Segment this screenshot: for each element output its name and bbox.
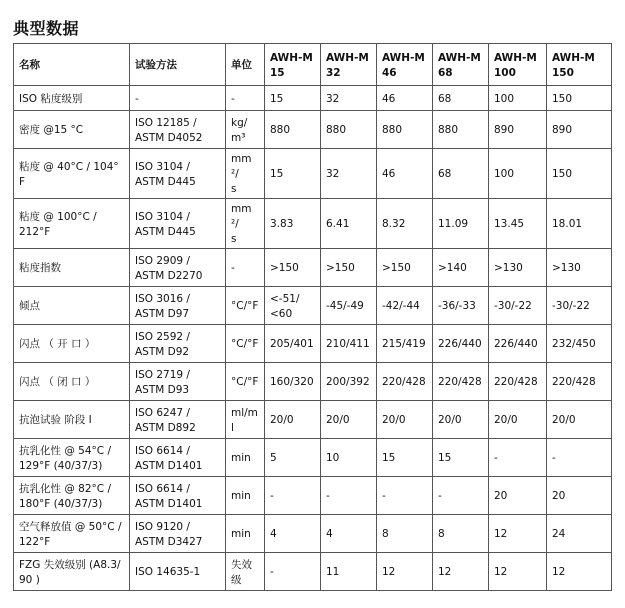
value-cell: >130 [489, 249, 547, 287]
table-row [14, 515, 612, 553]
value-cell: 20/0 [433, 401, 489, 439]
header-awh-m-150: AWH-M 150 [547, 44, 612, 86]
value-cell: - [489, 439, 547, 477]
unit-cell: °C/°F [226, 363, 265, 401]
value-cell: 12 [377, 553, 433, 591]
value-cell: 232/450 [547, 325, 612, 363]
table-row [14, 249, 612, 287]
value-cell: 15 [265, 149, 321, 199]
value-cell: 15 [433, 439, 489, 477]
test-method-cell: ISO 6614 / ASTM D1401 [130, 477, 226, 515]
property-name-cell: 抗乳化性 @ 82°C / 180°F (40/37/3) [14, 477, 130, 515]
unit-cell: 失效 级 [226, 553, 265, 591]
unit-cell: mm²/ s [226, 199, 265, 249]
header-unit: 单位 [226, 44, 265, 86]
value-cell: 46 [377, 86, 433, 111]
value-cell: 18.01 [547, 199, 612, 249]
value-cell: 226/440 [489, 325, 547, 363]
value-cell: 215/419 [377, 325, 433, 363]
property-name-cell: FZG 失效级别 (A8.3/ 90 ) [14, 553, 130, 591]
value-cell: 15 [377, 439, 433, 477]
value-cell: 12 [433, 553, 489, 591]
value-cell: - [265, 477, 321, 515]
value-cell: 20/0 [321, 401, 377, 439]
value-cell: 880 [321, 111, 377, 149]
value-cell: 150 [547, 149, 612, 199]
property-name-cell: 抗乳化性 @ 54°C / 129°F (40/37/3) [14, 439, 130, 477]
value-cell: - [377, 477, 433, 515]
property-name-cell: 粘度 @ 40°C / 104°F [14, 149, 130, 199]
value-cell: 220/428 [433, 363, 489, 401]
value-cell: 32 [321, 149, 377, 199]
unit-cell: min [226, 515, 265, 553]
property-name-cell: 粘度指数 [14, 249, 130, 287]
table-row [14, 401, 612, 439]
value-cell: 890 [489, 111, 547, 149]
value-cell: 46 [377, 149, 433, 199]
header-awh-m-46: AWH-M 46 [377, 44, 433, 86]
unit-cell: - [226, 86, 265, 111]
test-method-cell: ISO 14635-1 [130, 553, 226, 591]
value-cell: -36/-33 [433, 287, 489, 325]
page-title: 典型数据 [13, 19, 80, 38]
test-method-cell: ISO 2909 / ASTM D2270 [130, 249, 226, 287]
test-method-cell: ISO 2592 / ASTM D92 [130, 325, 226, 363]
value-cell: 205/401 [265, 325, 321, 363]
value-cell: 4 [321, 515, 377, 553]
typical-data-table [13, 43, 612, 591]
test-method-cell: ISO 12185 / ASTM D4052 [130, 111, 226, 149]
table-row [14, 325, 612, 363]
table-header-row [14, 44, 612, 86]
unit-cell: kg/ m³ [226, 111, 265, 149]
value-cell: 24 [547, 515, 612, 553]
property-name-cell: 闪点 （ 开 口 ） [14, 325, 130, 363]
value-cell: -45/-49 [321, 287, 377, 325]
unit-cell: min [226, 439, 265, 477]
test-method-cell: ISO 6247 / ASTM D892 [130, 401, 226, 439]
table-row [14, 477, 612, 515]
test-method-cell: ISO 3104 / ASTM D445 [130, 149, 226, 199]
value-cell: >150 [321, 249, 377, 287]
property-name-cell: 抗泡试验 阶段 I [14, 401, 130, 439]
value-cell: 13.45 [489, 199, 547, 249]
value-cell: 226/440 [433, 325, 489, 363]
value-cell: 12 [489, 553, 547, 591]
property-name-cell: 倾点 [14, 287, 130, 325]
value-cell: 8 [377, 515, 433, 553]
value-cell: <-51/ <60 [265, 287, 321, 325]
value-cell: 210/411 [321, 325, 377, 363]
value-cell: 200/392 [321, 363, 377, 401]
test-method-cell: ISO 6614 / ASTM D1401 [130, 439, 226, 477]
value-cell: >140 [433, 249, 489, 287]
header-awh-m-68: AWH-M 68 [433, 44, 489, 86]
test-method-cell: - [130, 86, 226, 111]
value-cell: >150 [377, 249, 433, 287]
value-cell: 6.41 [321, 199, 377, 249]
property-name-cell: 闪点 （ 闭 口 ） [14, 363, 130, 401]
value-cell: 890 [547, 111, 612, 149]
unit-cell: mm²/ s [226, 149, 265, 199]
property-name-cell: 粘度 @ 100°C / 212°F [14, 199, 130, 249]
value-cell: 15 [265, 86, 321, 111]
header-awh-m-15: AWH-M 15 [265, 44, 321, 86]
test-method-cell: ISO 9120 / ASTM D3427 [130, 515, 226, 553]
value-cell: 100 [489, 86, 547, 111]
test-method-cell: ISO 3016 / ASTM D97 [130, 287, 226, 325]
header-method: 试验方法 [130, 44, 226, 86]
property-name-cell: 空气释放值 @ 50°C / 122°F [14, 515, 130, 553]
value-cell: 220/428 [547, 363, 612, 401]
value-cell: 10 [321, 439, 377, 477]
value-cell: 160/320 [265, 363, 321, 401]
value-cell: 12 [547, 553, 612, 591]
value-cell: 20/0 [547, 401, 612, 439]
value-cell: 8.32 [377, 199, 433, 249]
header-awh-m-100: AWH-M 100 [489, 44, 547, 86]
header-name: 名称 [14, 44, 130, 86]
value-cell: - [265, 553, 321, 591]
value-cell: 100 [489, 149, 547, 199]
value-cell: 68 [433, 86, 489, 111]
value-cell: 880 [433, 111, 489, 149]
value-cell: 220/428 [489, 363, 547, 401]
unit-cell: °C/°F [226, 325, 265, 363]
test-method-cell: ISO 2719 / ASTM D93 [130, 363, 226, 401]
value-cell: 8 [433, 515, 489, 553]
property-name-cell: 密度 @15 °C [14, 111, 130, 149]
value-cell: 20/0 [265, 401, 321, 439]
value-cell: 880 [265, 111, 321, 149]
value-cell: 3.83 [265, 199, 321, 249]
value-cell: 20 [489, 477, 547, 515]
value-cell: >150 [265, 249, 321, 287]
unit-cell: °C/°F [226, 287, 265, 325]
value-cell: - [321, 477, 377, 515]
value-cell: 11 [321, 553, 377, 591]
table-row [14, 439, 612, 477]
value-cell: 20 [547, 477, 612, 515]
table-row [14, 553, 612, 591]
value-cell: -30/-22 [547, 287, 612, 325]
table-row [14, 149, 612, 199]
value-cell: 880 [377, 111, 433, 149]
value-cell: -42/-44 [377, 287, 433, 325]
value-cell: 11.09 [433, 199, 489, 249]
value-cell: 150 [547, 86, 612, 111]
header-awh-m-32: AWH-M 32 [321, 44, 377, 86]
value-cell: 5 [265, 439, 321, 477]
value-cell: 32 [321, 86, 377, 111]
value-cell: 20/0 [377, 401, 433, 439]
table-row [14, 111, 612, 149]
table-row [14, 287, 612, 325]
value-cell: - [433, 477, 489, 515]
table-row [14, 363, 612, 401]
unit-cell: ml/ml [226, 401, 265, 439]
value-cell: -30/-22 [489, 287, 547, 325]
unit-cell: min [226, 477, 265, 515]
value-cell: >130 [547, 249, 612, 287]
value-cell: 12 [489, 515, 547, 553]
value-cell: 20/0 [489, 401, 547, 439]
value-cell: 4 [265, 515, 321, 553]
unit-cell: - [226, 249, 265, 287]
value-cell: 68 [433, 149, 489, 199]
value-cell: 220/428 [377, 363, 433, 401]
test-method-cell: ISO 3104 / ASTM D445 [130, 199, 226, 249]
table-row [14, 199, 612, 249]
table-row [14, 86, 612, 111]
property-name-cell: ISO 粘度级别 [14, 86, 130, 111]
value-cell: - [547, 439, 612, 477]
